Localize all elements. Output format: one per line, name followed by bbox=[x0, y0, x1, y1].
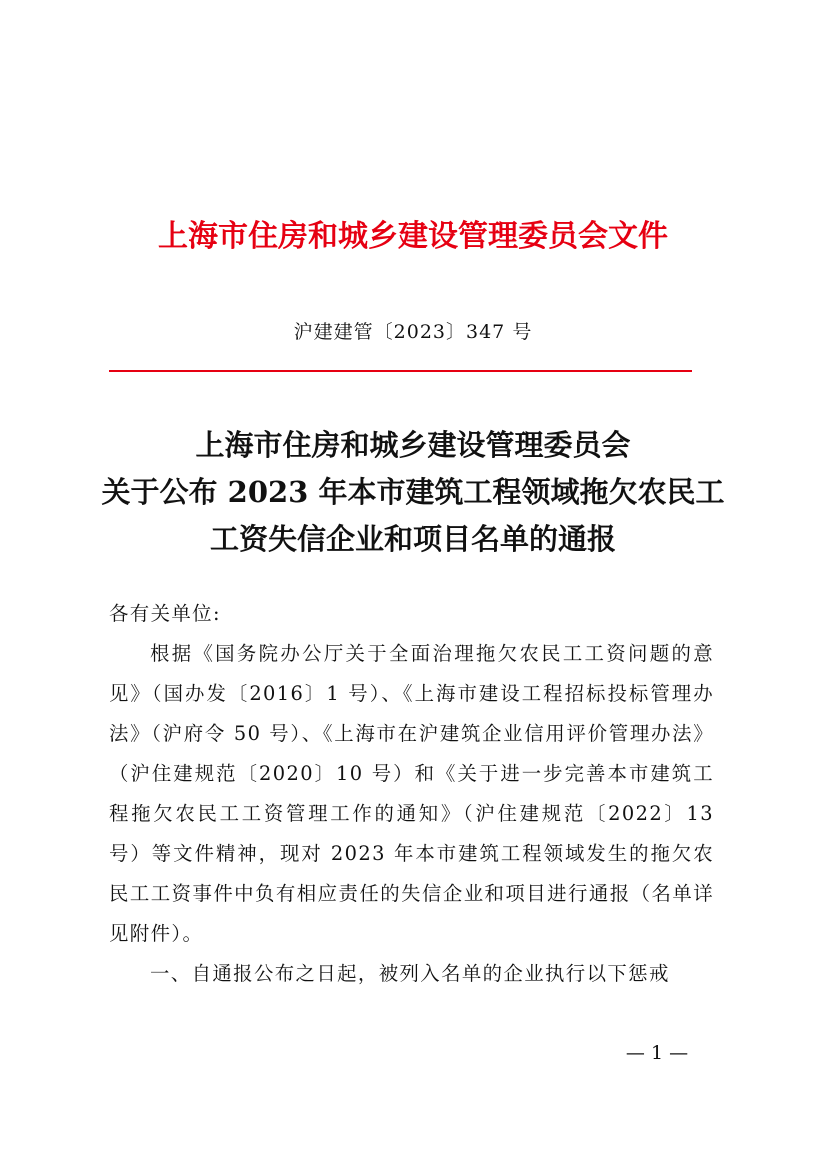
notice-title bbox=[0, 422, 826, 563]
notice-title-line-2: 关于公布 2023 年本市建筑工程领域拖欠农民工 bbox=[101, 475, 725, 509]
red-divider-line bbox=[109, 370, 692, 372]
notice-title-line-1: 上海市住房和城乡建设管理委员会 bbox=[195, 428, 631, 462]
notice-title-line-3: 工资失信企业和项目名单的通报 bbox=[209, 522, 616, 556]
body-paragraph-1: 根据《国务院办公厅关于全面治理拖欠农民工工资问题的意见》（国办发〔2016〕1 号）、《上海市建设工程招标投标管理办法》（沪府令 50 号）、《上海市在沪建筑企业信用评价管理办法》（沪住建规范〔2020〕10 号）和《关于进一步完善本市建筑工程拖欠农民工工资管理工作的通知》（沪住建规范〔2022〕13 号）等文件精神，现对 2023 年本市建筑工程领域发生的拖欠农民工工资事件中负有相应责任的失信企业和项目进行通报（名单详见附件）。 bbox=[109, 642, 714, 945]
document-number: 沪建建管〔2023〕347 号 bbox=[293, 321, 533, 343]
body-paragraph-2: 一、自通报公布之日起，被列入名单的企业执行以下惩戒 bbox=[150, 962, 670, 985]
issuing-authority-header: 上海市住房和城乡建设管理委员会文件 bbox=[158, 219, 668, 254]
salutation: 各有关单位: bbox=[109, 602, 221, 625]
document-body bbox=[109, 594, 714, 994]
page-number: — 1 — bbox=[625, 1042, 689, 1064]
